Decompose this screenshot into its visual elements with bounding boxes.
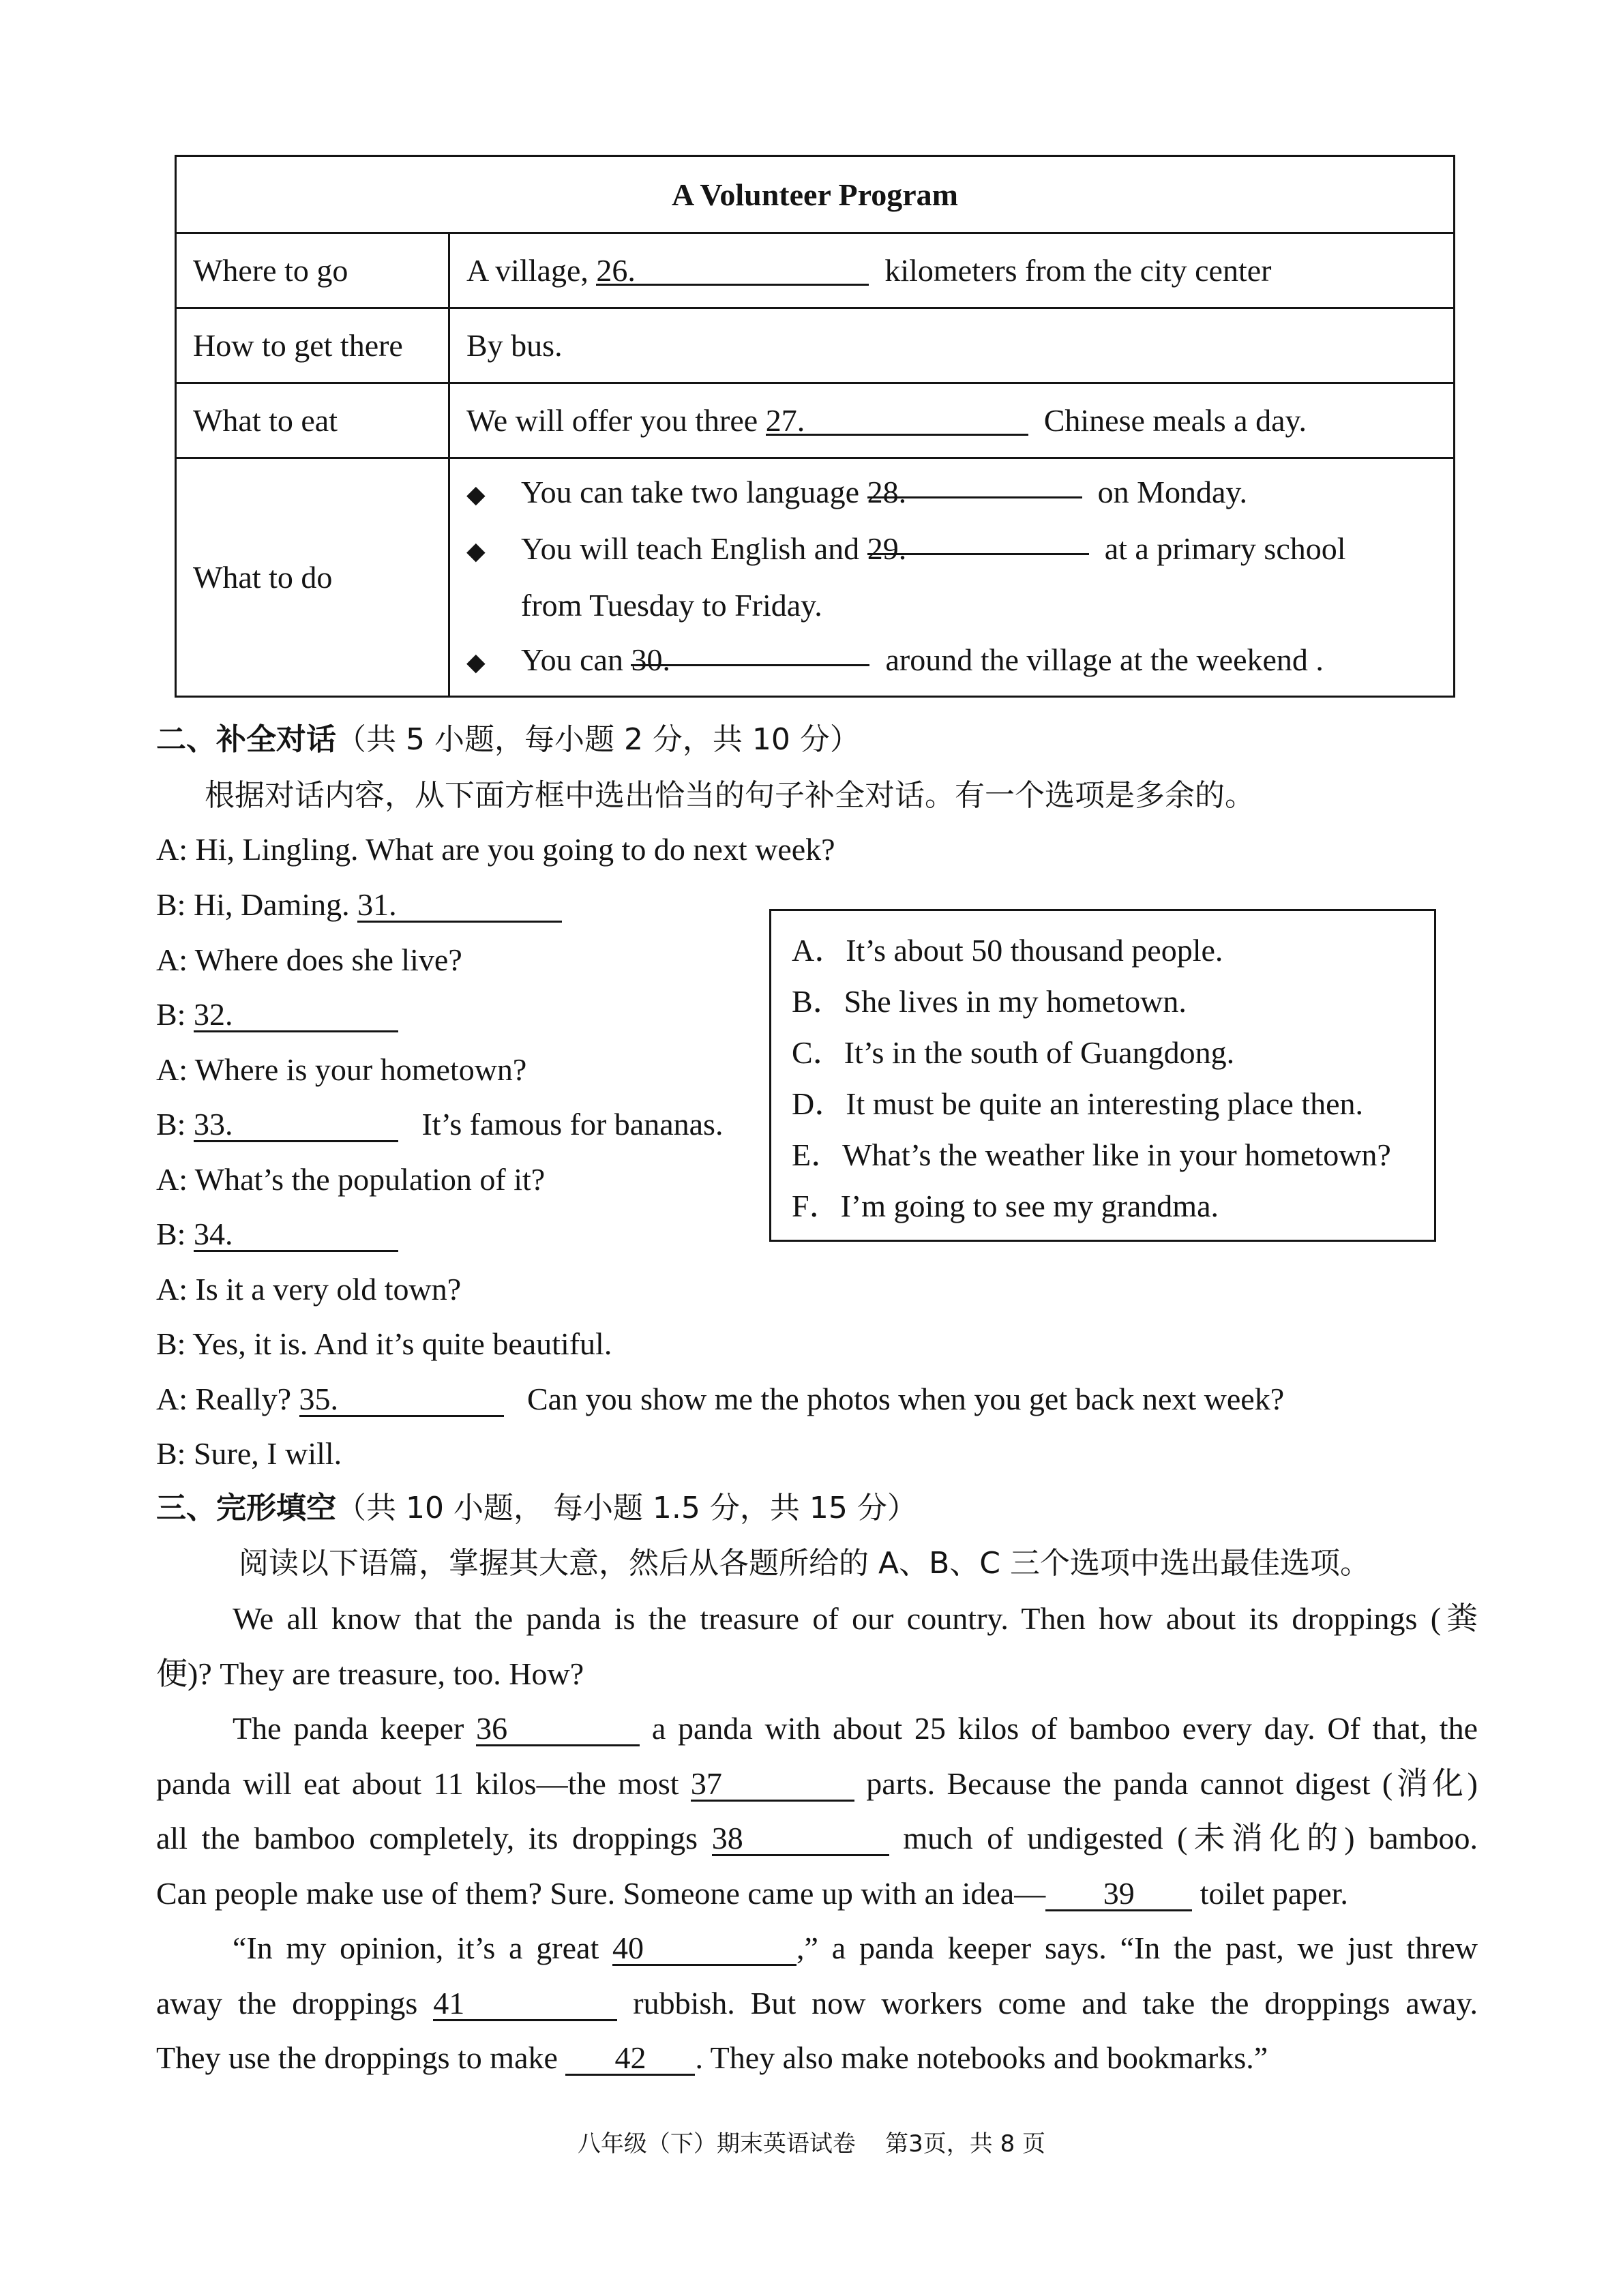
option-f: F．I’m going to see my grandma. bbox=[792, 1189, 1219, 1223]
text: We will offer you three bbox=[466, 403, 766, 438]
text: toilet paper. bbox=[1192, 1876, 1348, 1911]
passage-line: 便)? They are treasure, too. How? bbox=[156, 1656, 584, 1691]
text: You can bbox=[521, 642, 631, 677]
text: away the droppings bbox=[156, 1986, 434, 2021]
blank-36[interactable] bbox=[476, 1711, 640, 1746]
blank-37[interactable] bbox=[690, 1766, 854, 1802]
text: A village, bbox=[466, 253, 597, 288]
blank-number: 42 bbox=[614, 2040, 646, 2075]
text: on Monday. bbox=[1097, 475, 1247, 509]
text: Can people make use of them? Sure. Someone came up with an idea— bbox=[156, 1876, 1046, 1911]
option-e: E．What’s the weather like in your hometown? bbox=[792, 1137, 1391, 1172]
passage-line bbox=[156, 1823, 1478, 1854]
page-footer: 八年级（下）期末英语试卷 第3页，共 8 页 bbox=[577, 2130, 1046, 2158]
passage-line bbox=[233, 1603, 1478, 1635]
blank-39[interactable] bbox=[1045, 1876, 1192, 1911]
text: A: Really? bbox=[156, 1382, 299, 1416]
blank-number: 35. bbox=[299, 1382, 338, 1416]
dialogue-line: A: Is it a very old town? bbox=[156, 1272, 462, 1307]
passage-line bbox=[156, 1768, 1478, 1800]
option-a: A．It’s about 50 thousand people. bbox=[792, 933, 1223, 968]
row-value-how: By bus. bbox=[449, 308, 1455, 383]
text: It’s famous for bananas. bbox=[421, 1107, 724, 1142]
blank-number: 30. bbox=[631, 642, 670, 677]
dialogue-line: A: Hi, Lingling. What are you going to do next week? bbox=[156, 832, 835, 867]
row-label-how: How to get there bbox=[176, 308, 449, 383]
blank-number: 39 bbox=[1103, 1876, 1135, 1911]
blank-number: 36 bbox=[476, 1711, 508, 1746]
blank-number: 41 bbox=[433, 1986, 465, 2021]
blank-number: 27. bbox=[765, 403, 805, 438]
section-title: 三、完形填空 bbox=[156, 1491, 336, 1525]
text: much of undigested (未消化的) bamboo. bbox=[889, 1821, 1478, 1855]
text: You can take two language bbox=[521, 475, 867, 509]
blank-number: 31. bbox=[357, 887, 397, 922]
text: You will teach English and bbox=[521, 531, 867, 566]
blank-number: 37 bbox=[690, 1766, 722, 1801]
diamond-bullet-icon: ◆ bbox=[466, 481, 486, 508]
text: Can you show me the photos when you get back next week? bbox=[527, 1382, 1285, 1416]
dialogue-line: A: What’s the population of it? bbox=[156, 1162, 546, 1197]
option-d: D．It must be quite an interesting place then. bbox=[792, 1086, 1363, 1121]
text: around the village at the weekend . bbox=[885, 642, 1324, 677]
option-c: C．It’s in the south of Guangdong. bbox=[792, 1035, 1235, 1070]
text: The panda keeper bbox=[233, 1711, 477, 1746]
passage-line bbox=[233, 1713, 1478, 1744]
passage-line bbox=[156, 1988, 1478, 2019]
blank-number: 40 bbox=[612, 1930, 644, 1965]
passage-line bbox=[156, 1878, 1478, 1909]
blank-41[interactable] bbox=[433, 1986, 617, 2021]
text: kilometers from the city center bbox=[884, 253, 1272, 288]
dialogue-line: B: Yes, it is. And it’s quite beautiful. bbox=[156, 1326, 612, 1361]
diamond-bullet-icon: ◆ bbox=[466, 648, 486, 676]
section3-instruction: 阅读以下语篇，掌握其大意，然后从各题所给的 A、B、C 三个选项中选出最佳选项。 bbox=[239, 1546, 1370, 1581]
blank-number: 34. bbox=[193, 1217, 233, 1251]
section-title: 二、补全对话 bbox=[156, 722, 336, 757]
blank-number: 32. bbox=[193, 997, 233, 1032]
text: rubbish. But now workers come and take the droppings away. bbox=[617, 1986, 1478, 2021]
blank-number: 33. bbox=[193, 1107, 233, 1142]
section-scoring: （共 5 小题，每小题 2 分，共 10 分） bbox=[336, 722, 860, 757]
text: B: bbox=[156, 997, 194, 1032]
blank-number: 26. bbox=[596, 253, 636, 288]
row-label-do: What to do bbox=[176, 458, 449, 697]
blank-38[interactable] bbox=[711, 1821, 889, 1856]
table-title: A Volunteer Program bbox=[176, 156, 1455, 233]
passage-line bbox=[156, 2042, 1478, 2074]
passage-line bbox=[233, 1930, 1478, 1965]
blank-number: 28. bbox=[867, 475, 907, 509]
text: . They also make notebooks and bookmarks.” bbox=[695, 2040, 1268, 2075]
text: B: bbox=[156, 1217, 194, 1251]
text: at a primary school bbox=[1104, 531, 1346, 566]
dialogue-line: A: Where is your hometown? bbox=[156, 1052, 527, 1087]
text: a panda with about 25 kilos of bamboo every day. Of that, the bbox=[640, 1711, 1478, 1746]
diamond-bullet-icon: ◆ bbox=[466, 537, 486, 565]
cloze-passage bbox=[156, 0, 1478, 2114]
text: ,” a panda keeper says. “In the past, we just threw bbox=[796, 1930, 1478, 1965]
text: B: bbox=[156, 1107, 194, 1142]
text: all the bamboo completely, its droppings bbox=[156, 1821, 712, 1855]
dialogue-line: A: Where does she live? bbox=[156, 942, 462, 977]
text: parts. Because the panda cannot digest (消化) bbox=[854, 1766, 1478, 1801]
text: panda will eat about 11 kilos—the most bbox=[156, 1766, 691, 1801]
row-label-where: Where to go bbox=[176, 233, 449, 308]
bullet-continuation: from Tuesday to Friday. bbox=[521, 588, 822, 623]
dialogue-line: B: Sure, I will. bbox=[156, 1436, 342, 1471]
text: Chinese meals a day. bbox=[1043, 403, 1307, 438]
text: We all know that the panda is the treasure of our country. Then how about its droppings (粪 bbox=[233, 1601, 1478, 1636]
section-scoring: （共 10 小题， 每小题 1.5 分，共 15 分） bbox=[336, 1491, 917, 1525]
text: B: Hi, Daming. bbox=[156, 887, 358, 922]
text: “In my opinion, it’s a great bbox=[233, 1930, 613, 1965]
blank-number: 29. bbox=[867, 531, 907, 566]
blank-40[interactable] bbox=[612, 1930, 796, 1966]
option-b: B．She lives in my hometown. bbox=[792, 984, 1187, 1019]
text: They use the droppings to make bbox=[156, 2040, 566, 2075]
blank-42[interactable] bbox=[565, 2040, 695, 2076]
blank-number: 38 bbox=[711, 1821, 743, 1855]
row-label-eat: What to eat bbox=[176, 383, 449, 458]
section2-instruction: 根据对话内容，从下面方框中选出恰当的句子补全对话。有一个选项是多余的。 bbox=[205, 778, 1255, 813]
